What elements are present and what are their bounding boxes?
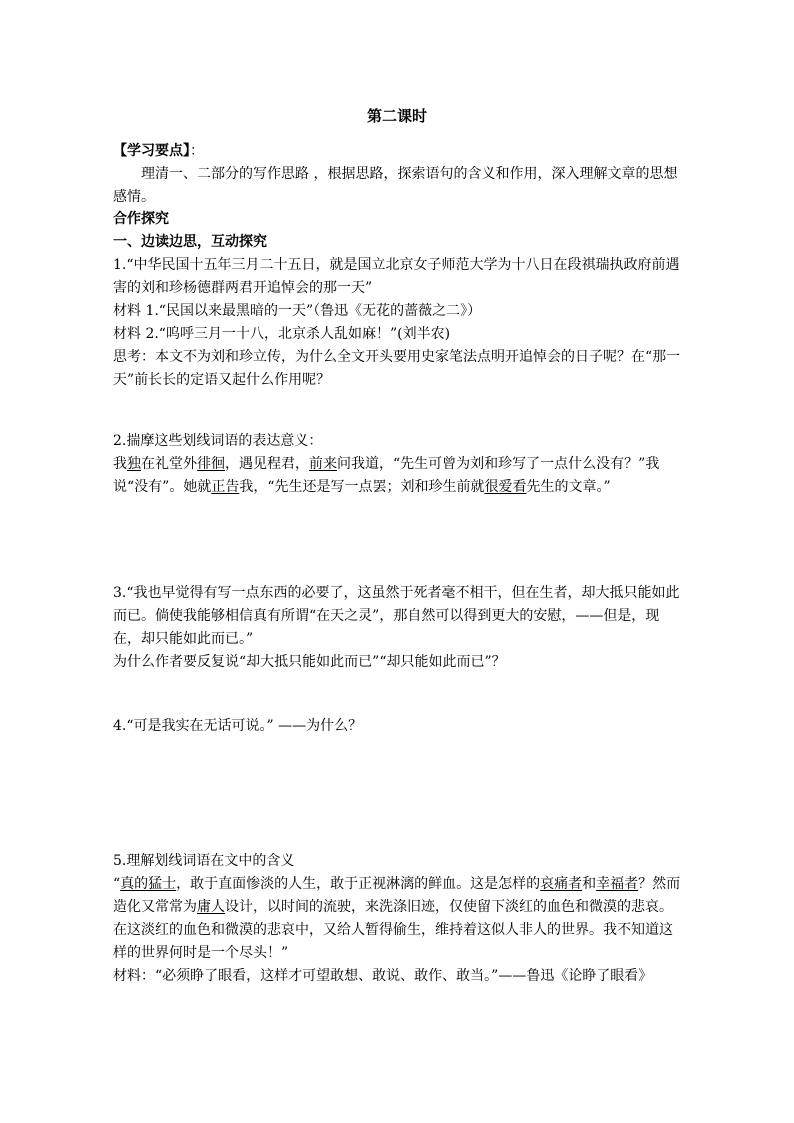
question-4: 4.“可是我实在无话可说。” ——为什么？ [113,718,363,734]
question-1-material-1: 材料 1.“民国以来最黑暗的一天”（鲁迅《无花的蔷薇之二》） [113,303,482,319]
underlined-word: 正告 [211,479,240,495]
question-3-question: 为什么作者要反复说“却大抵只能如此而已”“却只能如此而已”？ [113,654,506,670]
passage-text: 先生的文章。” [526,479,611,495]
study-points-colon: ： [190,143,204,159]
passage-text: 设计，以时间的流驶，来洗涤旧迹，仅使留下淡红的血色和微漠的悲哀。在这淡红的血色和微漠的悲哀中，又给人暂得偷生，维持着这似人非人的世界。我不知道这样的世界何时是一个尽头！” [113,899,673,961]
passage-text: ？然而造化又常常为 [113,876,681,915]
question-5-prompt: 5.理解划线词语在文中的含义 [113,853,295,869]
study-points-heading [113,140,683,163]
underlined-word: 很爱看 [484,479,527,495]
passage-text: 和 [582,876,597,892]
section-heading: 合作探究 [113,211,169,227]
underlined-word: 幸福者 [596,876,639,892]
passage-text: “ [113,876,121,892]
underlined-word: 前来 [309,456,337,472]
question-2-prompt: 2.揣摩这些划线词语的表达意义： [113,433,323,449]
passage-text: 我 [113,456,127,472]
page-title: 第二课时 [366,107,427,125]
passage-text: 问我道，“先生可曾为刘和珍写了一点什么没有？”我说“没有”。她就 [113,456,660,495]
question-1-quote: 1.“中华民国十五年三月二十五日，就是国立北京女子师范大学为十八日在段祺瑞执政府前遇害的刘和珍杨德群两君开追悼会的那一天” [113,257,680,296]
subsection-heading: 一、边读边思，互动探究 [113,234,267,250]
passage-text: 在礼堂外 [141,456,197,472]
question-1-material-2: 材料 2.“呜呼三月一十八，北京杀人乱如麻！”(刘半农) [113,326,451,342]
question-5-passage [113,873,683,965]
underlined-word: 哀痛者 [540,876,583,892]
study-points-text: 理清一、二部分的写作思路 ，根据思路，探索语句的含义和作用，深入理解文章的思想感情。 [113,166,678,205]
passage-text: ，敢于直面惨淡的人生，敢于正视淋漓的鲜血。这是怎样的 [176,876,541,892]
passage-text: 我，“先生还是写一点罢；刘和珍生前就 [239,479,485,495]
underlined-word: 徘徊 [197,456,225,472]
underlined-word: 真的猛士 [120,876,177,892]
underlined-word: 独 [127,456,141,472]
question-3-quote: 3.“我也早觉得有写一点东西的必要了，这虽然于死者毫不相干，但在生者，却大抵只能如此而已。倘使我能够相信真有所谓“在天之灵”，那自然可以得到更大的安慰，——但是，现在，却只能如此而已。” [113,585,680,647]
study-points-label: 【学习要点】 [113,143,190,159]
question-5-material: 材料：“必须睁了眼看，这样才可望敢想、敢说、敢作、敢当。”——鲁迅《论睁了眼看》 [113,968,653,984]
underlined-word: 庸人 [197,899,225,915]
question-1-think: 思考：本文不为刘和珍立传，为什么全文开头要用史家笔法点明开追悼会的日子呢？在“那一天”前长长的定语又起什么作用呢？ [113,349,681,388]
passage-text: ，遇见程君， [225,456,309,472]
question-2-passage [113,453,683,499]
